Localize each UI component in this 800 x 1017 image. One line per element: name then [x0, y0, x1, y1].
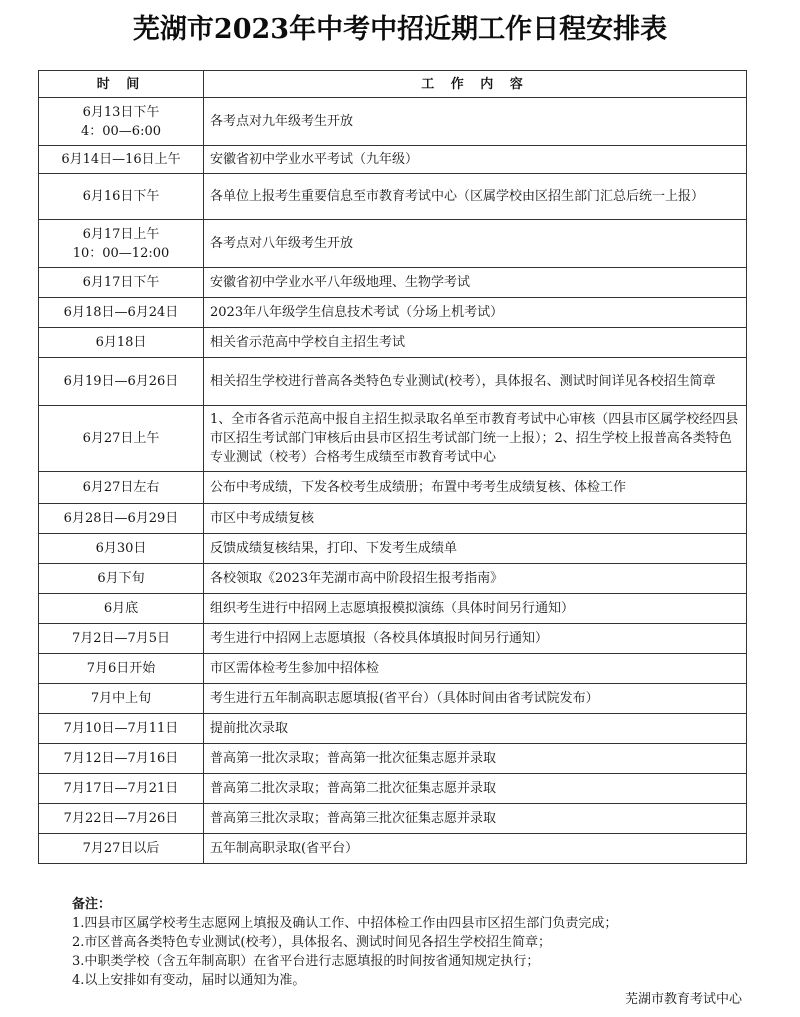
table-row — [39, 98, 747, 146]
cell-work-content: 各单位上报考生重要信息至市教育考试中心（区属学校由区招生部门汇总后统一上报） — [204, 174, 747, 220]
cell-work-content: 1、全市各省示范高中报自主招生拟录取名单至市教育考试中心审核（四县市区属学校经四县市区招生考试部门审核后由县市区招生考试部门统一上报）；2、招生学校上报普高各类特色专业测试（校考）合格考生成绩至市教育考试中心 — [204, 406, 747, 472]
table-row — [39, 624, 747, 654]
cell-time: 6月18日—6月24日 — [39, 298, 204, 328]
cell-work-content: 考生进行中招网上志愿填报（各校具体填报时间另行通知） — [204, 624, 747, 654]
table-row — [39, 654, 747, 684]
cell-time: 6月19日—6月26日 — [39, 358, 204, 406]
cell-time: 6月27日左右 — [39, 472, 204, 504]
cell-work-content: 普高第三批次录取；普高第三批次征集志愿并录取 — [204, 804, 747, 834]
cell-work-content: 相关招生学校进行普高各类特色专业测试(校考），具体报名、测试时间详见各校招生简章 — [204, 358, 747, 406]
table-row — [39, 268, 747, 298]
cell-time: 6月30日 — [39, 534, 204, 564]
cell-work-content: 各校领取《2023年芜湖市高中阶段招生报考指南》 — [204, 564, 747, 594]
cell-work-content: 安徽省初中学业水平考试（九年级） — [204, 146, 747, 174]
table-row — [39, 744, 747, 774]
header-work-content: 工 作 内 容 — [204, 71, 747, 98]
cell-time: 6月16日下午 — [39, 174, 204, 220]
cell-time: 7月22日—7月26日 — [39, 804, 204, 834]
table-row — [39, 298, 747, 328]
schedule-table — [38, 70, 747, 864]
cell-time: 6月28日—6月29日 — [39, 504, 204, 534]
cell-work-content: 普高第一批次录取；普高第一批次征集志愿并录取 — [204, 744, 747, 774]
notes-section — [72, 895, 752, 990]
table-row — [39, 406, 747, 472]
cell-work-content: 反馈成绩复核结果，打印、下发考生成绩单 — [204, 534, 747, 564]
notes-title: 备注： — [72, 897, 112, 912]
table-row — [39, 774, 747, 804]
table-row — [39, 174, 747, 220]
cell-time: 6月27日上午 — [39, 406, 204, 472]
table-row — [39, 564, 747, 594]
cell-time: 7月17日—7月21日 — [39, 774, 204, 804]
cell-work-content: 公布中考成绩，下发各校考生成绩册；布置中考考生成绩复核、体检工作 — [204, 472, 747, 504]
table-row — [39, 220, 747, 268]
cell-work-content: 各考点对八年级考生开放 — [204, 220, 747, 268]
cell-time: 7月2日—7月5日 — [39, 624, 204, 654]
cell-work-content: 各考点对九年级考生开放 — [204, 98, 747, 146]
table-row — [39, 534, 747, 564]
table-row — [39, 834, 747, 864]
cell-time: 6月18日 — [39, 328, 204, 358]
cell-work-content: 提前批次录取 — [204, 714, 747, 744]
table-row — [39, 328, 747, 358]
note-item: 2.市区普高各类特色专业测试(校考），具体报名、测试时间见各招生学校招生简章； — [72, 935, 551, 950]
note-item: 3.中职类学校（含五年制高职）在省平台进行志愿填报的时间按省通知规定执行； — [72, 954, 540, 969]
table-row — [39, 714, 747, 744]
header-time: 时 间 — [39, 71, 204, 98]
cell-work-content: 五年制高职录取(省平台） — [204, 834, 747, 864]
table-header-row — [39, 71, 747, 98]
table-row — [39, 504, 747, 534]
table-row — [39, 146, 747, 174]
note-item: 1.四县市区属学校考生志愿网上填报及确认工作、中招体检工作由四县市区招生部门负责完成； — [72, 916, 618, 931]
cell-work-content: 考生进行五年制高职志愿填报(省平台）（具体时间由省考试院发布） — [204, 684, 747, 714]
cell-time: 7月中上旬 — [39, 684, 204, 714]
cell-work-content: 组织考生进行中招网上志愿填报模拟演练（具体时间另行通知） — [204, 594, 747, 624]
document-title: 芜湖市2023年中考中招近期工作日程安排表 — [132, 14, 668, 45]
cell-work-content: 普高第二批次录取；普高第二批次征集志愿并录取 — [204, 774, 747, 804]
cell-time: 6月下旬 — [39, 564, 204, 594]
table-row — [39, 472, 747, 504]
table-row — [39, 804, 747, 834]
cell-time: 7月12日—7月16日 — [39, 744, 204, 774]
table-row — [39, 358, 747, 406]
cell-time: 6月17日下午 — [39, 268, 204, 298]
issuer-signature: 芜湖市教育考试中心 — [624, 992, 742, 1007]
cell-time: 6月17日上午 10：00—12:00 — [39, 220, 204, 268]
cell-work-content: 2023年八年级学生信息技术考试（分场上机考试） — [204, 298, 747, 328]
cell-time: 7月6日开始 — [39, 654, 204, 684]
cell-time: 7月10日—7月11日 — [39, 714, 204, 744]
cell-time: 6月13日下午 4：00—6:00 — [39, 98, 204, 146]
cell-work-content: 市区需体检考生参加中招体检 — [204, 654, 747, 684]
cell-time: 6月底 — [39, 594, 204, 624]
table-row — [39, 684, 747, 714]
table-row — [39, 594, 747, 624]
cell-time: 7月27日以后 — [39, 834, 204, 864]
schedule-body — [39, 98, 747, 864]
cell-work-content: 相关省示范高中学校自主招生考试 — [204, 328, 747, 358]
cell-work-content: 市区中考成绩复核 — [204, 504, 747, 534]
cell-work-content: 安徽省初中学业水平八年级地理、生物学考试 — [204, 268, 747, 298]
cell-time: 6月14日—16日上午 — [39, 146, 204, 174]
note-item: 4.以上安排如有变动，届时以通知为准。 — [72, 973, 306, 988]
